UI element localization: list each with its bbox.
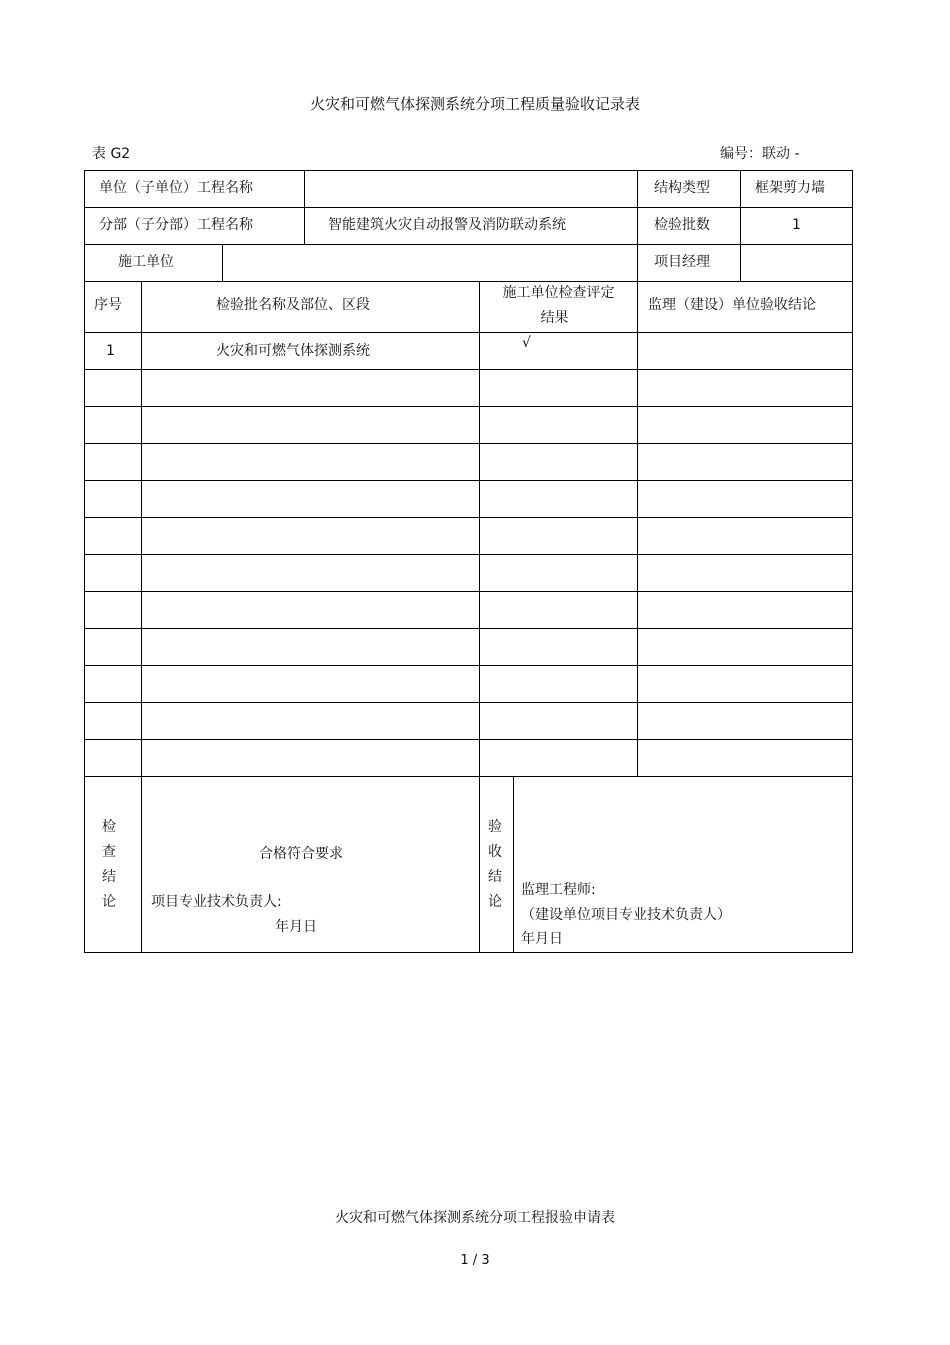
- column-seq: 序号: [94, 297, 122, 313]
- structure-type-value: 框架剪力墙: [755, 180, 825, 196]
- tech-lead-signature: 项目专业技术负责人:: [151, 894, 282, 910]
- batch-count-label: 检验批数: [654, 217, 710, 233]
- division-name-value: 智能建筑火灾自动报警及消防联动系统: [328, 217, 566, 233]
- serial-number: 编号：联动 -: [720, 146, 800, 162]
- structure-type-label: 结构类型: [654, 180, 710, 196]
- document-title: 火灾和可燃气体探测系统分项工程质量验收记录表: [309, 95, 640, 113]
- row-batch-name: 火灾和可燃气体探测系统: [216, 343, 370, 359]
- project-manager-label: 项目经理: [654, 254, 710, 270]
- division-name-label: 分部（子分部）工程名称: [99, 217, 253, 233]
- supervising-engineer: 监理工程师:: [521, 882, 596, 898]
- contractor-label: 施工单位: [118, 254, 174, 270]
- column-supervision: 监理（建设）单位验收结论: [648, 297, 816, 313]
- acceptance-date: 年月日: [521, 931, 563, 947]
- unit-name-label: 单位（子单位）工程名称: [99, 180, 253, 196]
- column-eval-line1: 施工单位检查评定: [502, 285, 615, 301]
- table-id: 表 G2: [92, 146, 131, 162]
- page-number: 1 / 3: [460, 1253, 490, 1268]
- batch-count-value: 1: [792, 217, 801, 233]
- engineer-note: （建设单位项目专业技术负责人）: [521, 907, 731, 923]
- check-conclusion-label: 检 查 结 论: [102, 819, 116, 910]
- next-form-title: 火灾和可燃气体探测系统分项工程报验申请表: [335, 1210, 615, 1226]
- column-batch-name: 检验批名称及部位、区段: [216, 297, 370, 313]
- check-date: 年月日: [275, 919, 317, 935]
- row-eval-check: √: [522, 335, 531, 351]
- check-conclusion-text: 合格符合要求: [259, 846, 343, 862]
- acceptance-conclusion-label: 验 收 结 论: [488, 819, 502, 910]
- column-eval-line2: 结果: [540, 310, 569, 326]
- row-seq: 1: [106, 343, 115, 359]
